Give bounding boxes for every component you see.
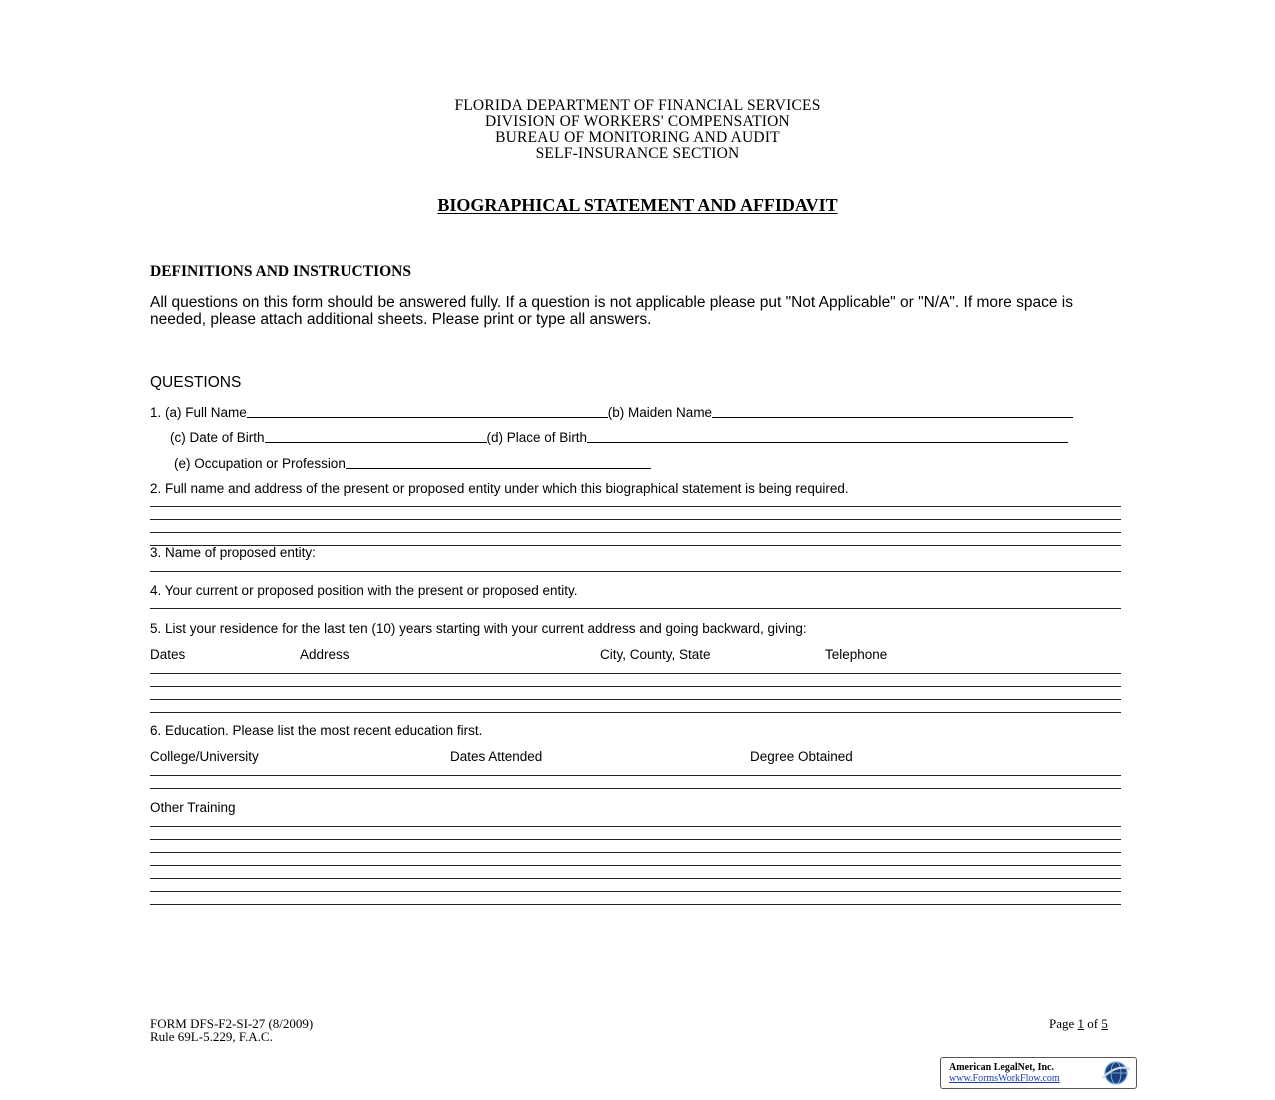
col-college: College/University — [150, 749, 259, 764]
q4-label: 4. Your current or proposed position with the present or proposed entity. — [150, 583, 578, 598]
q4-answer-line[interactable] — [150, 608, 1121, 609]
full-name-field[interactable] — [247, 405, 608, 418]
other-training-line[interactable] — [150, 891, 1121, 892]
col-address: Address — [300, 647, 350, 662]
col-telephone: Telephone — [825, 647, 888, 662]
q5-answer-line[interactable] — [150, 712, 1121, 713]
division-name: DIVISION OF WORKERS' COMPENSATION — [485, 113, 790, 130]
q1-row-3 — [174, 456, 651, 471]
occupation-label: (e) Occupation or Profession — [174, 456, 346, 471]
q6-label: 6. Education. Please list the most recent education first. — [150, 723, 483, 738]
q5-label: 5. List your residence for the last ten (10) years starting with your current address and going backward, giving: — [150, 621, 807, 636]
agency-name: FLORIDA DEPARTMENT OF FINANCIAL SERVICES — [454, 97, 821, 114]
maiden-name-label: (b) Maiden Name — [607, 405, 713, 420]
form-id: FORM DFS-F2-SI-27 (8/2009) — [150, 1016, 314, 1031]
maiden-name-field[interactable] — [712, 405, 1073, 418]
q2-answer-line[interactable] — [150, 532, 1121, 533]
page-total: 5 — [1101, 1016, 1108, 1031]
q5-answer-line[interactable] — [150, 673, 1121, 674]
badge-url-link[interactable]: www.FormsWorkFlow.com — [949, 1073, 1060, 1084]
q2-answer-line[interactable] — [150, 519, 1121, 520]
definitions-heading: DEFINITIONS AND INSTRUCTIONS — [150, 263, 411, 280]
q6-answer-line[interactable] — [150, 788, 1121, 789]
page-current: 1 — [1077, 1016, 1085, 1031]
q3-label: 3. Name of proposed entity: — [150, 545, 316, 560]
place-of-birth-field[interactable] — [587, 430, 1068, 443]
full-name-label: 1. (a) Full Name — [150, 405, 247, 420]
q5-answer-line[interactable] — [150, 699, 1121, 700]
other-training-label: Other Training — [150, 800, 236, 815]
q5-answer-line[interactable] — [150, 686, 1121, 687]
section-name: SELF-INSURANCE SECTION — [535, 145, 740, 162]
document-title: BIOGRAPHICAL STATEMENT AND AFFIDAVIT — [437, 195, 838, 215]
questions-heading: QUESTIONS — [150, 374, 242, 391]
col-city-county-state: City, County, State — [600, 647, 711, 662]
q2-answer-line[interactable] — [150, 506, 1121, 507]
rule-reference: Rule 69L-5.229, F.A.C. — [150, 1029, 273, 1044]
q6-answer-line[interactable] — [150, 775, 1121, 776]
date-of-birth-field[interactable] — [265, 430, 487, 443]
page-indicator: Page 1 of 5 — [1049, 1016, 1108, 1031]
other-training-line[interactable] — [150, 852, 1121, 853]
badge-company: American LegalNet, Inc. — [949, 1062, 1054, 1073]
q3-answer-line[interactable] — [150, 571, 1121, 572]
bureau-name: BUREAU OF MONITORING AND AUDIT — [495, 129, 780, 146]
formsworkflow-badge[interactable] — [940, 1057, 1137, 1089]
q1-row-2 — [170, 430, 1068, 445]
date-of-birth-label: (c) Date of Birth — [170, 430, 265, 445]
q1-row-1 — [150, 405, 1073, 420]
col-degree: Degree Obtained — [750, 749, 853, 764]
place-of-birth-label: (d) Place of Birth — [486, 430, 588, 445]
col-dates-attended: Dates Attended — [450, 749, 543, 764]
occupation-field[interactable] — [346, 456, 651, 469]
globe-icon — [1099, 1060, 1133, 1086]
other-training-line[interactable] — [150, 865, 1121, 866]
q2-label: 2. Full name and address of the present or proposed entity under which this biographical statement is being required. — [150, 481, 849, 496]
other-training-line[interactable] — [150, 826, 1121, 827]
instructions-paragraph: All questions on this form should be answered fully. If a question is not applicable please put "Not Applicable" or "N/A". If more space is needed, please attach additional sheets. Please print or type all answers. — [150, 294, 1073, 328]
other-training-line[interactable] — [150, 904, 1121, 905]
other-training-line[interactable] — [150, 839, 1121, 840]
col-dates: Dates — [150, 647, 186, 662]
other-training-line[interactable] — [150, 878, 1121, 879]
